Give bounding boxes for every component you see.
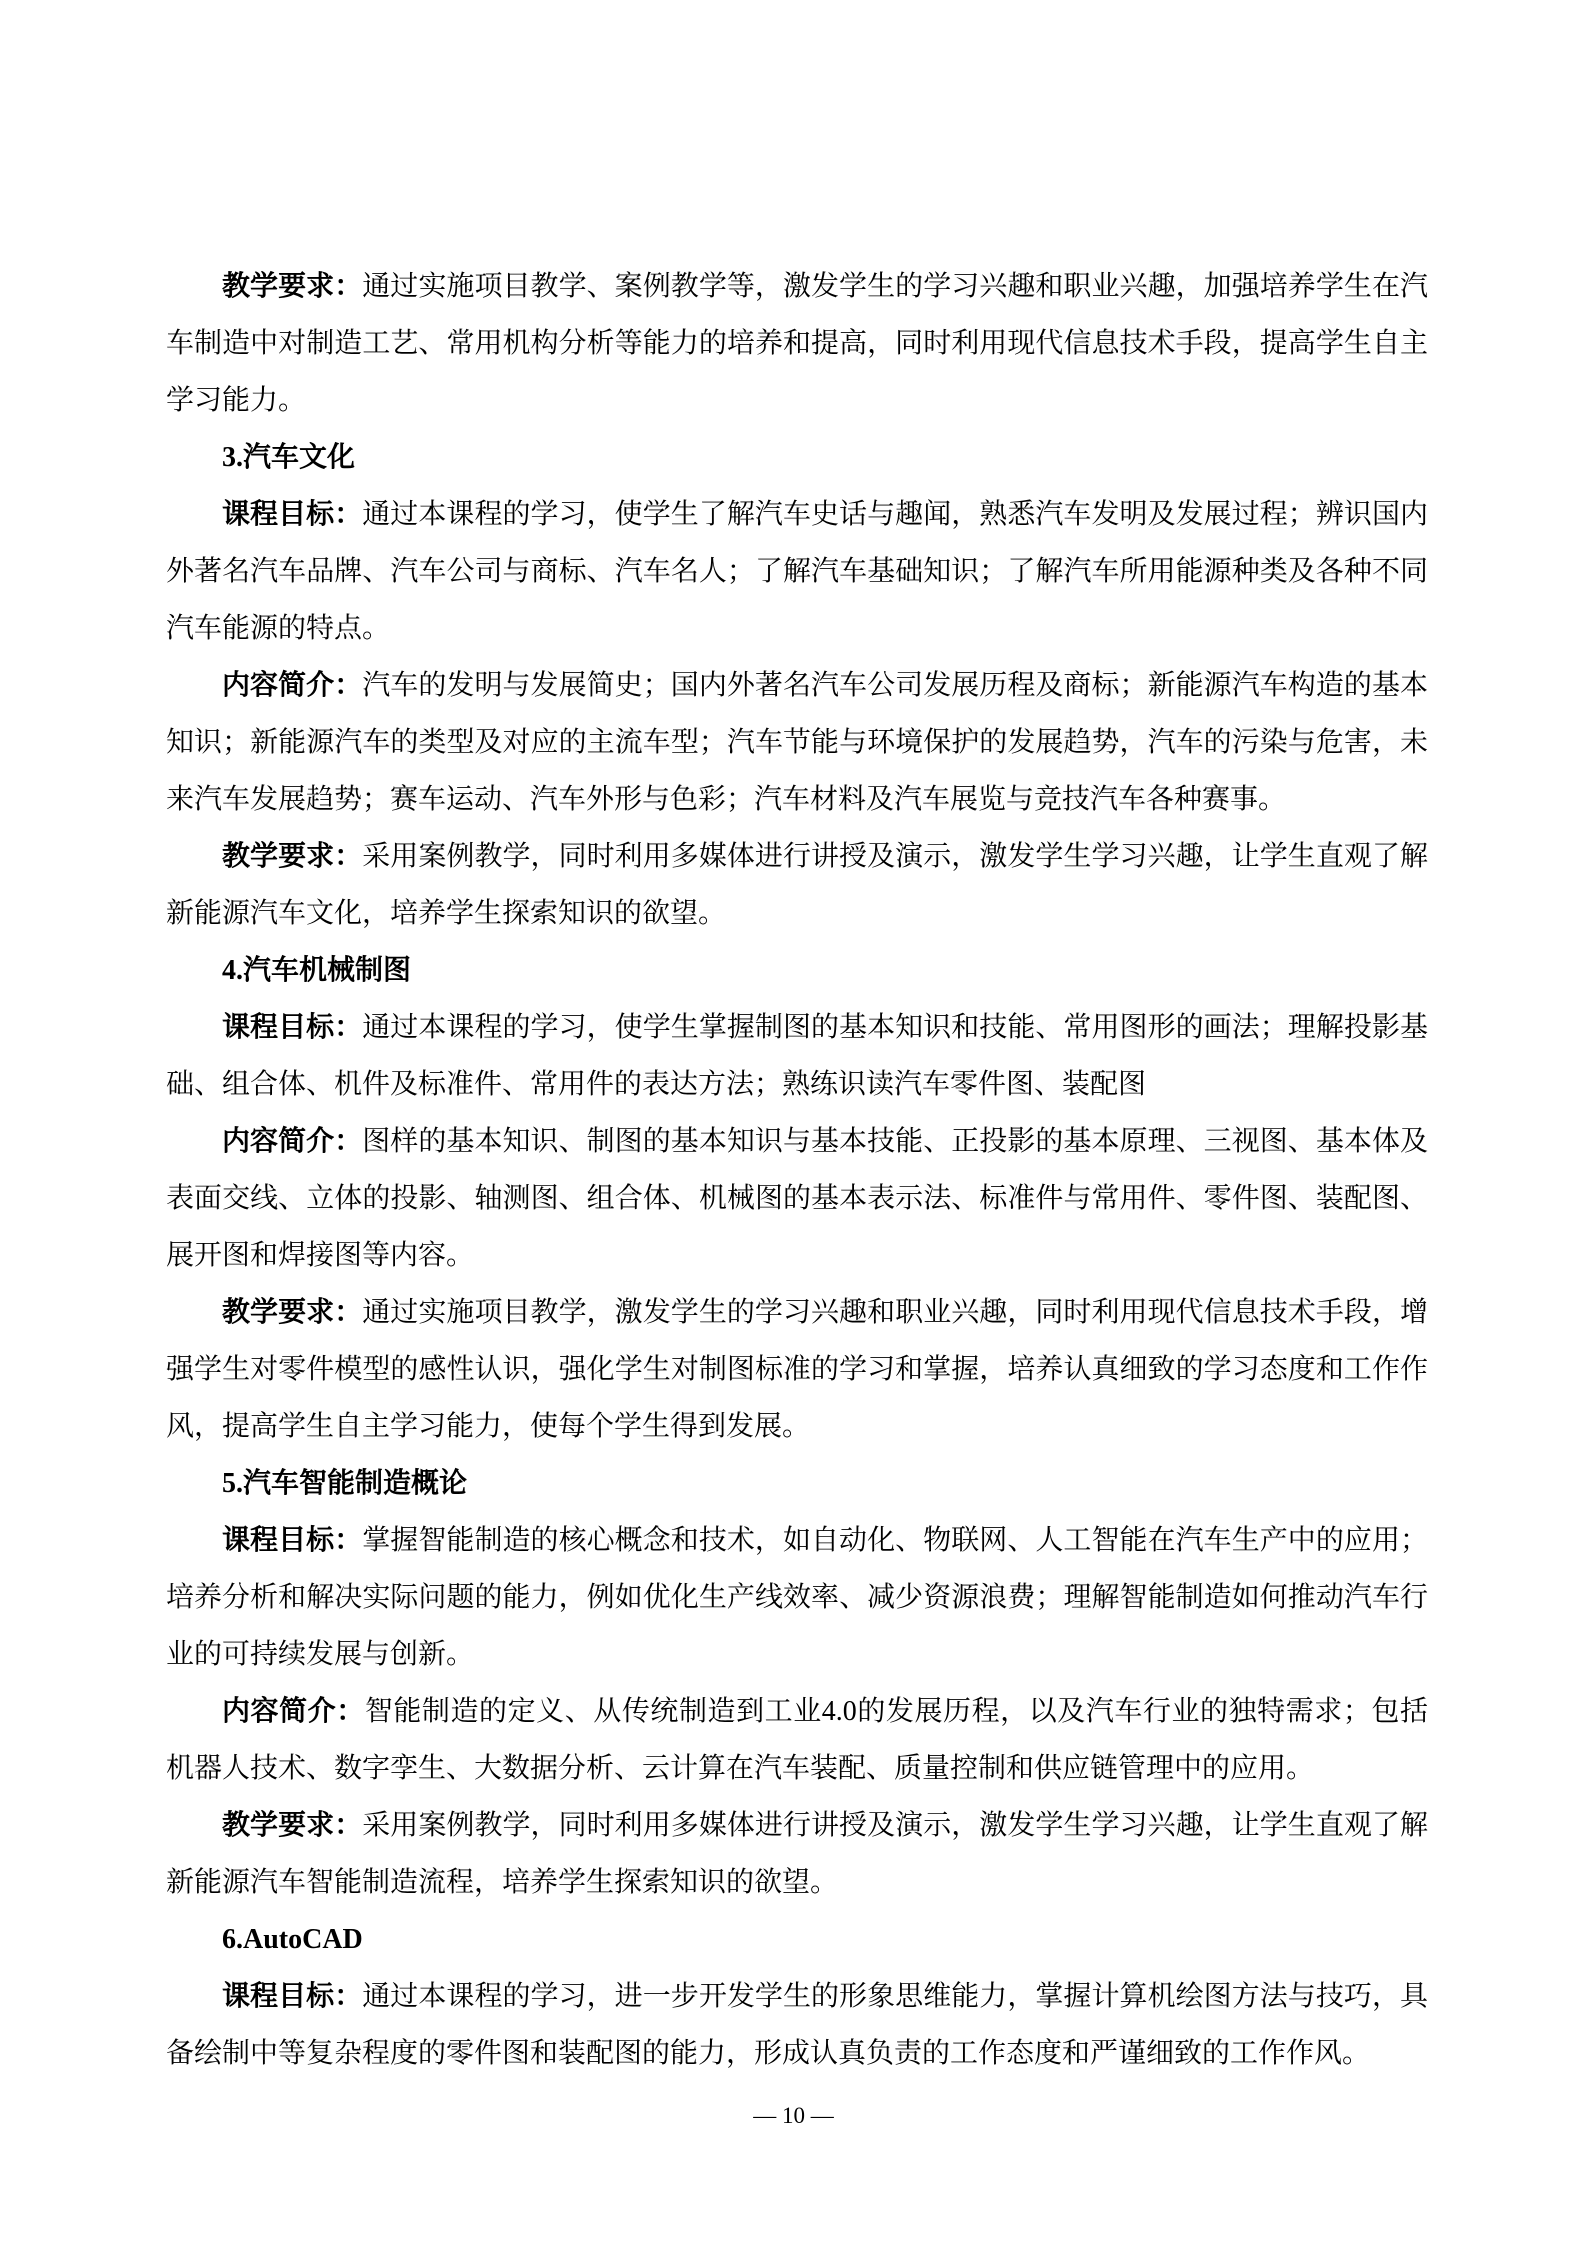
course-section-heading: 5.汽车智能制造概论 [222, 1468, 468, 1499]
paragraph-label: 课程目标： [222, 1012, 363, 1043]
paragraph: 课程目标：掌握智能制造的核心概念和技术，如自动化、物联网、人工智能在汽车生产中的应用；培养分析和解决实际问题的能力，例如优化生产线效率、减少资源浪费；理解智能制造如何推动汽车行业的可持续发展与创新。 [166, 1525, 1428, 1670]
paragraph-label: 内容简介： [222, 670, 363, 701]
paragraph-label: 课程目标： [222, 1981, 363, 2012]
paragraph-label: 教学要求： [222, 271, 363, 302]
paragraph: 教学要求：通过实施项目教学，激发学生的学习兴趣和职业兴趣，同时利用现代信息技术手段，增强学生对零件模型的感性认识，强化学生对制图标准的学习和掌握，培养认真细致的学习态度和工作作风，提高学生自主学习能力，使每个学生得到发展。 [166, 1297, 1428, 1442]
paragraph-label: 教学要求： [222, 841, 363, 872]
paragraph-label: 内容简介： [222, 1696, 365, 1727]
paragraph: 课程目标：通过本课程的学习，进一步开发学生的形象思维能力，掌握计算机绘图方法与技巧，具备绘制中等复杂程度的零件图和装配图的能力，形成认真负责的工作态度和严谨细致的工作作风。 [166, 1981, 1428, 2069]
paragraph: 教学要求：采用案例教学，同时利用多媒体进行讲授及演示，激发学生学习兴趣，让学生直观了解新能源汽车文化，培养学生探索知识的欲望。 [166, 841, 1428, 929]
paragraph: 课程目标：通过本课程的学习，使学生掌握制图的基本知识和技能、常用图形的画法；理解投影基础、组合体、机件及标准件、常用件的表达方法；熟练识读汽车零件图、装配图 [166, 1012, 1428, 1100]
paragraph: 教学要求：通过实施项目教学、案例教学等，激发学生的学习兴趣和职业兴趣，加强培养学生在汽车制造中对制造工艺、常用机构分析等能力的培养和提高，同时利用现代信息技术手段，提高学生自主学习能力。 [166, 271, 1428, 416]
document-body [166, 258, 1428, 2082]
paragraph-label: 课程目标： [222, 499, 363, 530]
course-section-heading: 3.汽车文化 [222, 442, 356, 473]
paragraph-label: 教学要求： [222, 1297, 363, 1328]
paragraph: 教学要求：采用案例教学，同时利用多媒体进行讲授及演示，激发学生学习兴趣，让学生直观了解新能源汽车智能制造流程，培养学生探索知识的欲望。 [166, 1810, 1428, 1898]
paragraph: 内容简介：智能制造的定义、从传统制造到工业4.0的发展历程，以及汽车行业的独特需求；包括机器人技术、数字孪生、大数据分析、云计算在汽车装配、质量控制和供应链管理中的应用。 [166, 1696, 1428, 1784]
course-section-heading: 4.汽车机械制图 [222, 955, 412, 986]
page-number: — 10 — [753, 2103, 834, 2128]
paragraph: 课程目标：通过本课程的学习，使学生了解汽车史话与趣闻，熟悉汽车发明及发展过程；辨识国内外著名汽车品牌、汽车公司与商标、汽车名人；了解汽车基础知识；了解汽车所用能源种类及各种不同汽车能源的特点。 [166, 499, 1428, 644]
paragraph: 内容简介：图样的基本知识、制图的基本知识与基本技能、正投影的基本原理、三视图、基本体及表面交线、立体的投影、轴测图、组合体、机械图的基本表示法、标准件与常用件、零件图、装配图、展开图和焊接图等内容。 [166, 1126, 1428, 1271]
paragraph-label: 教学要求： [222, 1810, 363, 1841]
paragraph: 内容简介：汽车的发明与发展简史；国内外著名汽车公司发展历程及商标；新能源汽车构造的基本知识；新能源汽车的类型及对应的主流车型；汽车节能与环境保护的发展趋势，汽车的污染与危害，未来汽车发展趋势；赛车运动、汽车外形与色彩；汽车材料及汽车展览与竞技汽车各种赛事。 [166, 670, 1428, 815]
paragraph-label: 课程目标： [222, 1525, 363, 1556]
course-section-heading: 6.AutoCAD [222, 1924, 363, 1955]
paragraph-label: 内容简介： [222, 1126, 363, 1157]
